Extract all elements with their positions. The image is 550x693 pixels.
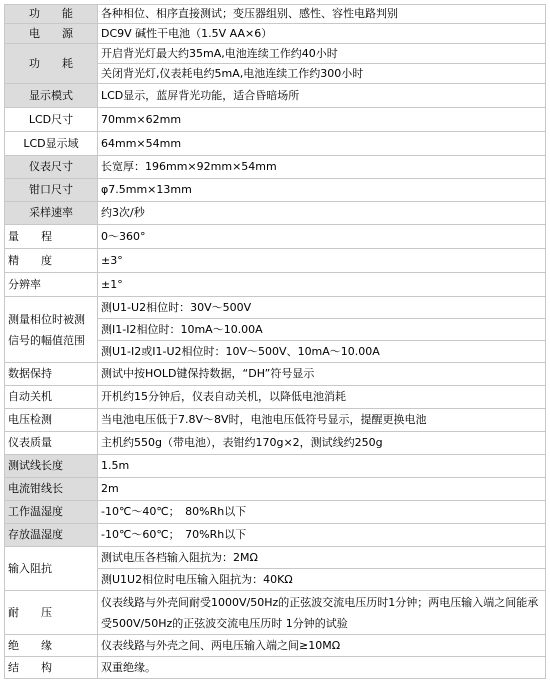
row-label: 仪表质量 bbox=[5, 432, 98, 455]
table-row bbox=[5, 657, 546, 679]
spec-table bbox=[4, 4, 546, 679]
table-row bbox=[5, 409, 546, 432]
table-row bbox=[5, 273, 546, 297]
table-row bbox=[5, 635, 546, 657]
row-value: 仪表线路与外壳之间、两电压输入端之间≥10MΩ bbox=[98, 635, 546, 657]
row-value: 约3次/秒 bbox=[98, 202, 546, 225]
row-label: 功 能 bbox=[5, 5, 98, 24]
row-value: 长宽厚：196mm×92mm×54mm bbox=[98, 156, 546, 179]
row-label: 电压检测 bbox=[5, 409, 98, 432]
row-value: ±3° bbox=[98, 249, 546, 273]
row-label: 自动关机 bbox=[5, 386, 98, 409]
row-label: 仪表尺寸 bbox=[5, 156, 98, 179]
row-label: 功 耗 bbox=[5, 44, 98, 84]
row-value: 测I1-I2相位时：10mA～10.00A bbox=[98, 319, 546, 341]
row-label: 电流钳线长 bbox=[5, 478, 98, 501]
row-value: 1.5m bbox=[98, 455, 546, 478]
row-value: 测U1U2相位时电压输入阻抗为：40KΩ bbox=[98, 569, 546, 591]
row-value: 主机约550g（带电池），表钳约170g×2，测试线约250g bbox=[98, 432, 546, 455]
row-label: 耐 压 bbox=[5, 591, 98, 635]
table-row bbox=[5, 108, 546, 132]
row-label: 输入阻抗 bbox=[5, 547, 98, 591]
table-row bbox=[5, 591, 546, 635]
row-label: 绝 缘 bbox=[5, 635, 98, 657]
row-value: 开启背光灯最大约35mA,电池连续工作约40小时 bbox=[98, 44, 546, 64]
table-row bbox=[5, 386, 546, 409]
row-value: 测试电压各档输入阻抗为：2MΩ bbox=[98, 547, 546, 569]
table-row bbox=[5, 249, 546, 273]
row-value: 关闭背光灯,仪表耗电约5mA,电池连续工作约300小时 bbox=[98, 64, 546, 84]
row-value: ±1° bbox=[98, 273, 546, 297]
table-row bbox=[5, 156, 546, 179]
row-label: 数据保持 bbox=[5, 363, 98, 386]
table-row bbox=[5, 432, 546, 455]
row-value: -10℃～40℃； 80%Rh以下 bbox=[98, 501, 546, 524]
row-label: LCD显示域 bbox=[5, 132, 98, 156]
row-value: 当电池电压低于7.8V～8V时，电池电压低符号显示，提醒更换电池 bbox=[98, 409, 546, 432]
table-row bbox=[5, 501, 546, 524]
table-row bbox=[5, 547, 546, 569]
table-row bbox=[5, 24, 546, 44]
row-value: LCD显示，蓝屏背光功能，适合昏暗场所 bbox=[98, 84, 546, 108]
row-label: 工作温湿度 bbox=[5, 501, 98, 524]
row-label: 钳口尺寸 bbox=[5, 179, 98, 202]
table-row bbox=[5, 363, 546, 386]
table-row bbox=[5, 5, 546, 24]
table-row bbox=[5, 84, 546, 108]
table-row bbox=[5, 44, 546, 64]
row-value: 测U1-I2或I1-U2相位时：10V～500V、10mA～10.00A bbox=[98, 341, 546, 363]
row-label: 分辨率 bbox=[5, 273, 98, 297]
row-label: 结 构 bbox=[5, 657, 98, 679]
row-label: 测量相位时被测信号的幅值范围 bbox=[5, 297, 98, 363]
row-value: 仪表线路与外壳间耐受1000V/50Hz的正弦波交流电压历时1分钟；两电压输入端之间能承受500V/50Hz的正弦波交流电压历时 1分钟的试验 bbox=[98, 591, 546, 635]
table-row bbox=[5, 455, 546, 478]
row-value: 双重绝缘。 bbox=[98, 657, 546, 679]
row-value: 64mm×54mm bbox=[98, 132, 546, 156]
table-row bbox=[5, 478, 546, 501]
row-value: 70mm×62mm bbox=[98, 108, 546, 132]
row-value: 2m bbox=[98, 478, 546, 501]
row-label: 显示模式 bbox=[5, 84, 98, 108]
row-value: 0～360° bbox=[98, 225, 546, 249]
row-value: 开机约15分钟后，仪表自动关机，以降低电池消耗 bbox=[98, 386, 546, 409]
row-label: 精 度 bbox=[5, 249, 98, 273]
table-row bbox=[5, 225, 546, 249]
table-row bbox=[5, 132, 546, 156]
row-value: φ7.5mm×13mm bbox=[98, 179, 546, 202]
row-value: 测试中按HOLD键保持数据，“DH”符号显示 bbox=[98, 363, 546, 386]
row-label: 采样速率 bbox=[5, 202, 98, 225]
row-label: LCD尺寸 bbox=[5, 108, 98, 132]
row-label: 量 程 bbox=[5, 225, 98, 249]
table-row bbox=[5, 524, 546, 547]
row-label: 电 源 bbox=[5, 24, 98, 44]
row-label: 存放温湿度 bbox=[5, 524, 98, 547]
row-value: 各种相位、相序直接测试；变压器组别、感性、容性电路判别 bbox=[98, 5, 546, 24]
row-value: -10℃～60℃； 70%Rh以下 bbox=[98, 524, 546, 547]
table-row bbox=[5, 297, 546, 319]
table-row bbox=[5, 202, 546, 225]
row-label: 测试线长度 bbox=[5, 455, 98, 478]
row-value: DC9V 碱性干电池（1.5V AA×6） bbox=[98, 24, 546, 44]
table-row bbox=[5, 179, 546, 202]
row-value: 测U1-U2相位时：30V～500V bbox=[98, 297, 546, 319]
